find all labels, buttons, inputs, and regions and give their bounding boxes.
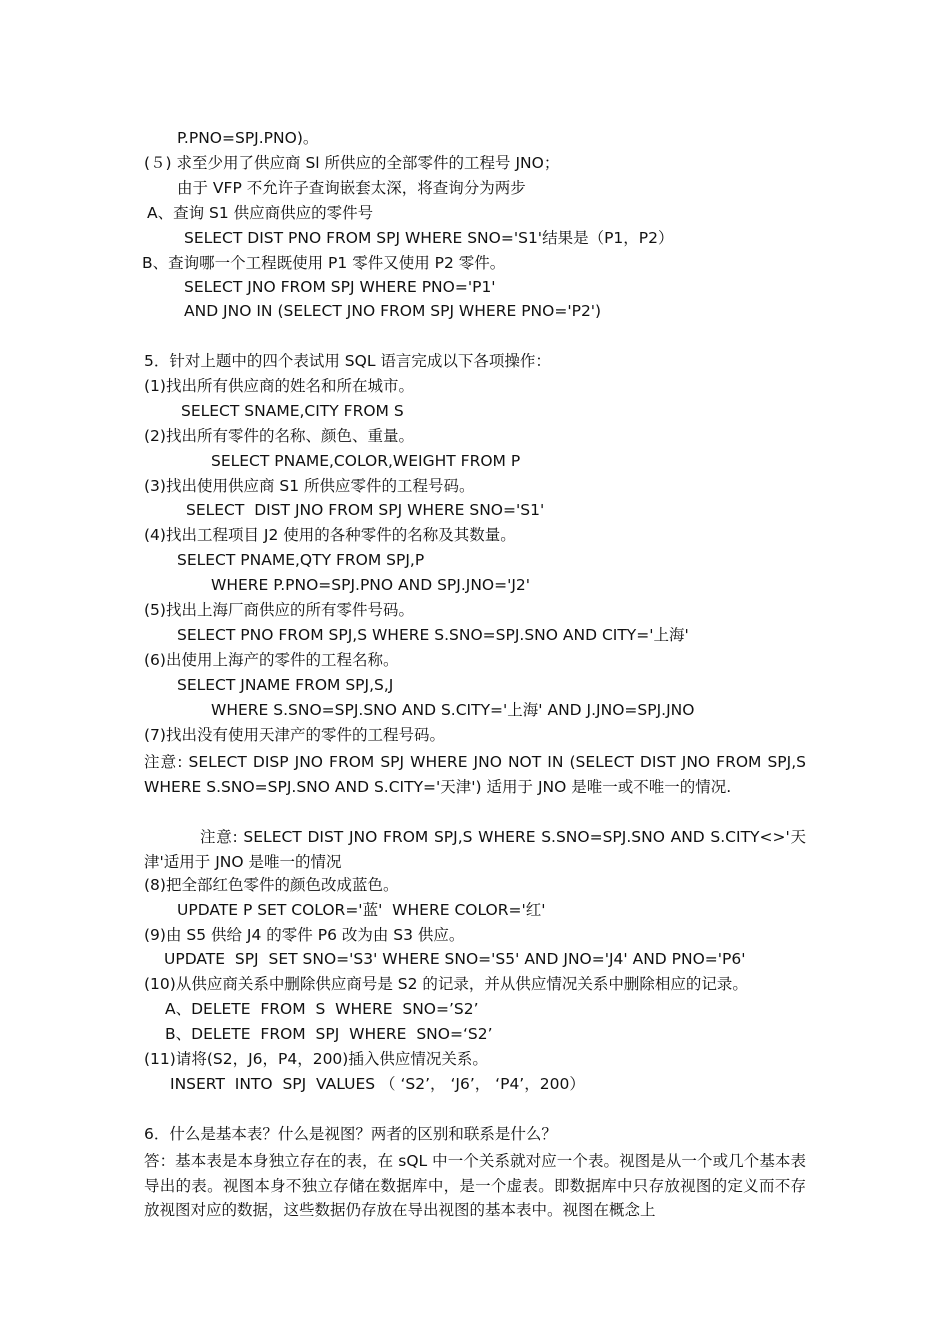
item-7: (7)找出没有使用天津产的零件的工程号码。 bbox=[144, 726, 445, 744]
item-11: (11)请将(S2，J6，P4，200)插入供应情况关系。 bbox=[144, 1050, 488, 1068]
note-paragraph-1: 注意: SELECT DISP JNO FROM SPJ WHERE JNO NOT IN (SELECT DIST JNO FROM SPJ,S WHERE S.SNO=SPJ.SNO AND S.CITY='天津') 适用于 JNO 是唯一或不唯一的情况. bbox=[144, 753, 806, 796]
item-4: (4)找出工程项目 J2 使用的各种零件的名称及其数量。 bbox=[144, 526, 516, 544]
item-5: (5)找出上海厂商供应的所有零件号码。 bbox=[144, 601, 414, 619]
sql-line: WHERE P.PNO=SPJ.PNO AND SPJ.JNO='J2' bbox=[211, 576, 531, 594]
sql-line: SELECT PNO FROM SPJ,S WHERE S.SNO=SPJ.SNO AND CITY='上海' bbox=[177, 626, 689, 644]
sql-line: UPDATE SPJ SET SNO='S3' WHERE SNO='S5' AND JNO='J4' AND PNO='P6' bbox=[164, 950, 746, 968]
question-5-heading: (５) 求至少用了供应商 Sl 所供应的全部零件的工程号 JNO； bbox=[144, 154, 560, 172]
sql-line: UPDATE P SET COLOR='蓝' WHERE COLOR='红' bbox=[177, 901, 546, 919]
item-3: (3)找出使用供应商 S1 所供应零件的工程号码。 bbox=[144, 477, 475, 495]
sql-line: INSERT INTO SPJ VALUES （ ‘S2’， ‘J6’， ‘P4’，200） bbox=[170, 1075, 585, 1093]
item-9: (9)由 S5 供给 J4 的零件 P6 改为由 S3 供应。 bbox=[144, 926, 465, 944]
item-1: (1)找出所有供应商的姓名和所在城市。 bbox=[144, 377, 414, 395]
item-6: (6)出使用上海产的零件的工程名称。 bbox=[144, 651, 399, 669]
answer-6-paragraph: 答：基本表是本身独立存在的表，在 sQL 中一个关系就对应一个表。视图是从一个或几个基本表导出的表。视图本身不独立存储在数据库中，是一个虚表。即数据库中只存放视图的定义而不存放视图对应的数据，这些数据仍存放在导出视图的基本表中。视图在概念上 bbox=[144, 1152, 806, 1219]
sql-line: SELECT DIST PNO FROM SPJ WHERE SNO='S1'结果是（P1，P2） bbox=[184, 229, 674, 247]
sql-line: SELECT SNAME,CITY FROM S bbox=[181, 402, 404, 420]
item-2: (2)找出所有零件的名称、颜色、重量。 bbox=[144, 427, 414, 445]
sql-line: AND JNO IN (SELECT JNO FROM SPJ WHERE PNO='P2') bbox=[184, 302, 602, 320]
item-10: (10)从供应商关系中删除供应商号是 S2 的记录，并从供应情况关系中删除相应的记录。 bbox=[144, 975, 748, 993]
section-5-heading: 5．针对上题中的四个表试用 SQL 语言完成以下各项操作： bbox=[144, 352, 551, 370]
sql-line: A、DELETE FROM S WHERE SNO=’S2’ bbox=[165, 1000, 479, 1018]
step-b-label: B、查询哪一个工程既使用 P1 零件又使用 P2 零件。 bbox=[142, 254, 506, 272]
sql-line: SELECT DIST JNO FROM SPJ WHERE SNO='S1' bbox=[186, 501, 545, 519]
text-line: P.PNO=SPJ.PNO)。 bbox=[177, 129, 319, 147]
sql-line: SELECT PNAME,COLOR,WEIGHT FROM P bbox=[211, 452, 521, 470]
question-6-heading: 6．什么是基本表？什么是视图？两者的区别和联系是什么？ bbox=[144, 1125, 557, 1143]
sql-line: SELECT JNAME FROM SPJ,S,J bbox=[177, 676, 394, 694]
item-8: (8)把全部红色零件的颜色改成蓝色。 bbox=[144, 876, 399, 894]
note-paragraph-2: 注意: SELECT DIST JNO FROM SPJ,S WHERE S.SNO=SPJ.SNO AND S.CITY<>'天津'适用于 JNO 是唯一的情况 bbox=[144, 828, 806, 871]
sql-line: B、DELETE FROM SPJ WHERE SNO=‘S2’ bbox=[165, 1025, 493, 1043]
text-line: 由于 VFP 不允许子查询嵌套太深，将查询分为两步 bbox=[177, 179, 526, 197]
sql-line: WHERE S.SNO=SPJ.SNO AND S.CITY='上海' AND J.JNO=SPJ.JNO bbox=[211, 701, 695, 719]
sql-line: SELECT JNO FROM SPJ WHERE PNO='P1' bbox=[184, 278, 496, 296]
sql-line: SELECT PNAME,QTY FROM SPJ,P bbox=[177, 551, 425, 569]
step-a-label: A、查询 S1 供应商供应的零件号 bbox=[147, 204, 374, 222]
